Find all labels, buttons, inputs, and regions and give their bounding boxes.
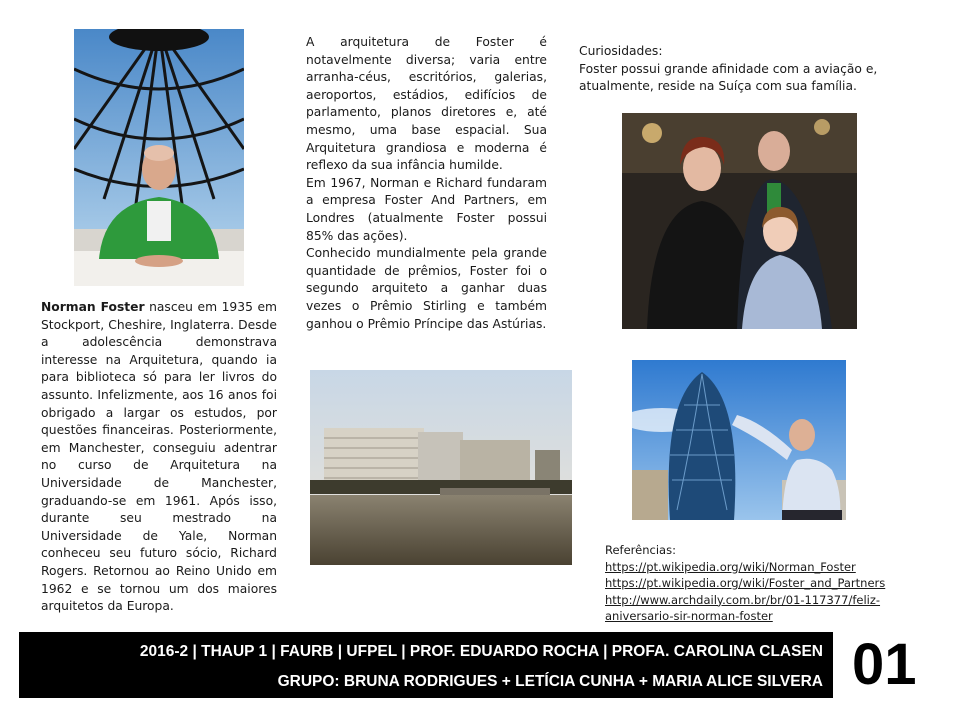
reference-link-foster-and-partners[interactable]: https://pt.wikipedia.org/wiki/Foster_and_Partners bbox=[605, 576, 886, 590]
architecture-paragraph-1: A arquitetura de Foster é notavelmente diversa; varia entre arranha-céus, escritórios, galerias, aeroportos, estádios, edifícios de parlamento, planos diretores e, até mesmo, uma base espacial. Sua Arquitetura grandiosa e moderna é reflexo da sua infância humilde. bbox=[306, 35, 547, 173]
curiosities-title: Curiosidades: bbox=[579, 44, 663, 58]
riverside-buildings-photo bbox=[310, 370, 572, 565]
references-title: Referências: bbox=[605, 543, 676, 557]
footer-group-members: GRUPO: BRUNA RODRIGUES + LETÍCIA CUNHA + MARIA ALICE SILVERA bbox=[277, 673, 823, 690]
gherkin-tower-photo bbox=[632, 360, 846, 520]
architecture-text bbox=[306, 34, 547, 333]
family-photo bbox=[622, 113, 857, 329]
bio-name: Norman Foster bbox=[41, 300, 145, 314]
curiosities-text bbox=[579, 43, 879, 96]
architecture-paragraph-3: Conhecido mundialmente pela grande quantidade de prêmios, Foster foi o segundo arquiteto a ganhar duas vezes o Prêmio Stirling e também ganhou o Prêmio Príncipe das Astúrias. bbox=[306, 246, 547, 331]
reference-link-archdaily-continued[interactable]: aniversario-sir-norman-foster bbox=[605, 609, 773, 623]
page-number: 01 bbox=[852, 632, 917, 697]
footer-bar bbox=[19, 632, 833, 698]
architecture-paragraph-2: Em 1967, Norman e Richard fundaram a empresa Foster And Partners, em Londres (atualmente Foster possui 85% das ações). bbox=[306, 175, 547, 243]
biography-text bbox=[41, 299, 277, 616]
reference-link-norman-foster[interactable]: https://pt.wikipedia.org/wiki/Norman_Foster bbox=[605, 559, 856, 574]
footer-course-info: 2016-2 | THAUP 1 | FAURB | UFPEL | PROF. EDUARDO ROCHA | PROFA. CAROLINA CLASEN bbox=[139, 643, 823, 660]
norman-foster-portrait-photo bbox=[74, 29, 244, 286]
references-section bbox=[605, 542, 905, 625]
reference-link-archdaily[interactable]: http://www.archdaily.com.br/br/01-117377/feliz- bbox=[605, 592, 881, 607]
bio-body: nasceu em 1935 em Stockport, Cheshire, Inglaterra. Desde a adolescência demonstrava interesse na Arquitetura, quando ia para biblioteca só para ler livros do assunto. Infelizmente, aos 16 anos foi obrigado a largar os estudos, por questões financeiras. Posteriormente, em Manchester, conseguiu adentrar no curso de Arquitetura na Universidade de Manchester, graduando-se em 1961. Após isso, durante seu mestrado na Universidade de Yale, Norman conheceu seu futuro sócio, Richard Rogers. Retornou ao Reino Unido em 1962 e se tornou um dos maiores arquitetos da Europa. bbox=[41, 300, 277, 614]
curiosities-body: Foster possui grande afinidade com a aviação e, atualmente, reside na Suíça com sua família. bbox=[579, 61, 878, 94]
